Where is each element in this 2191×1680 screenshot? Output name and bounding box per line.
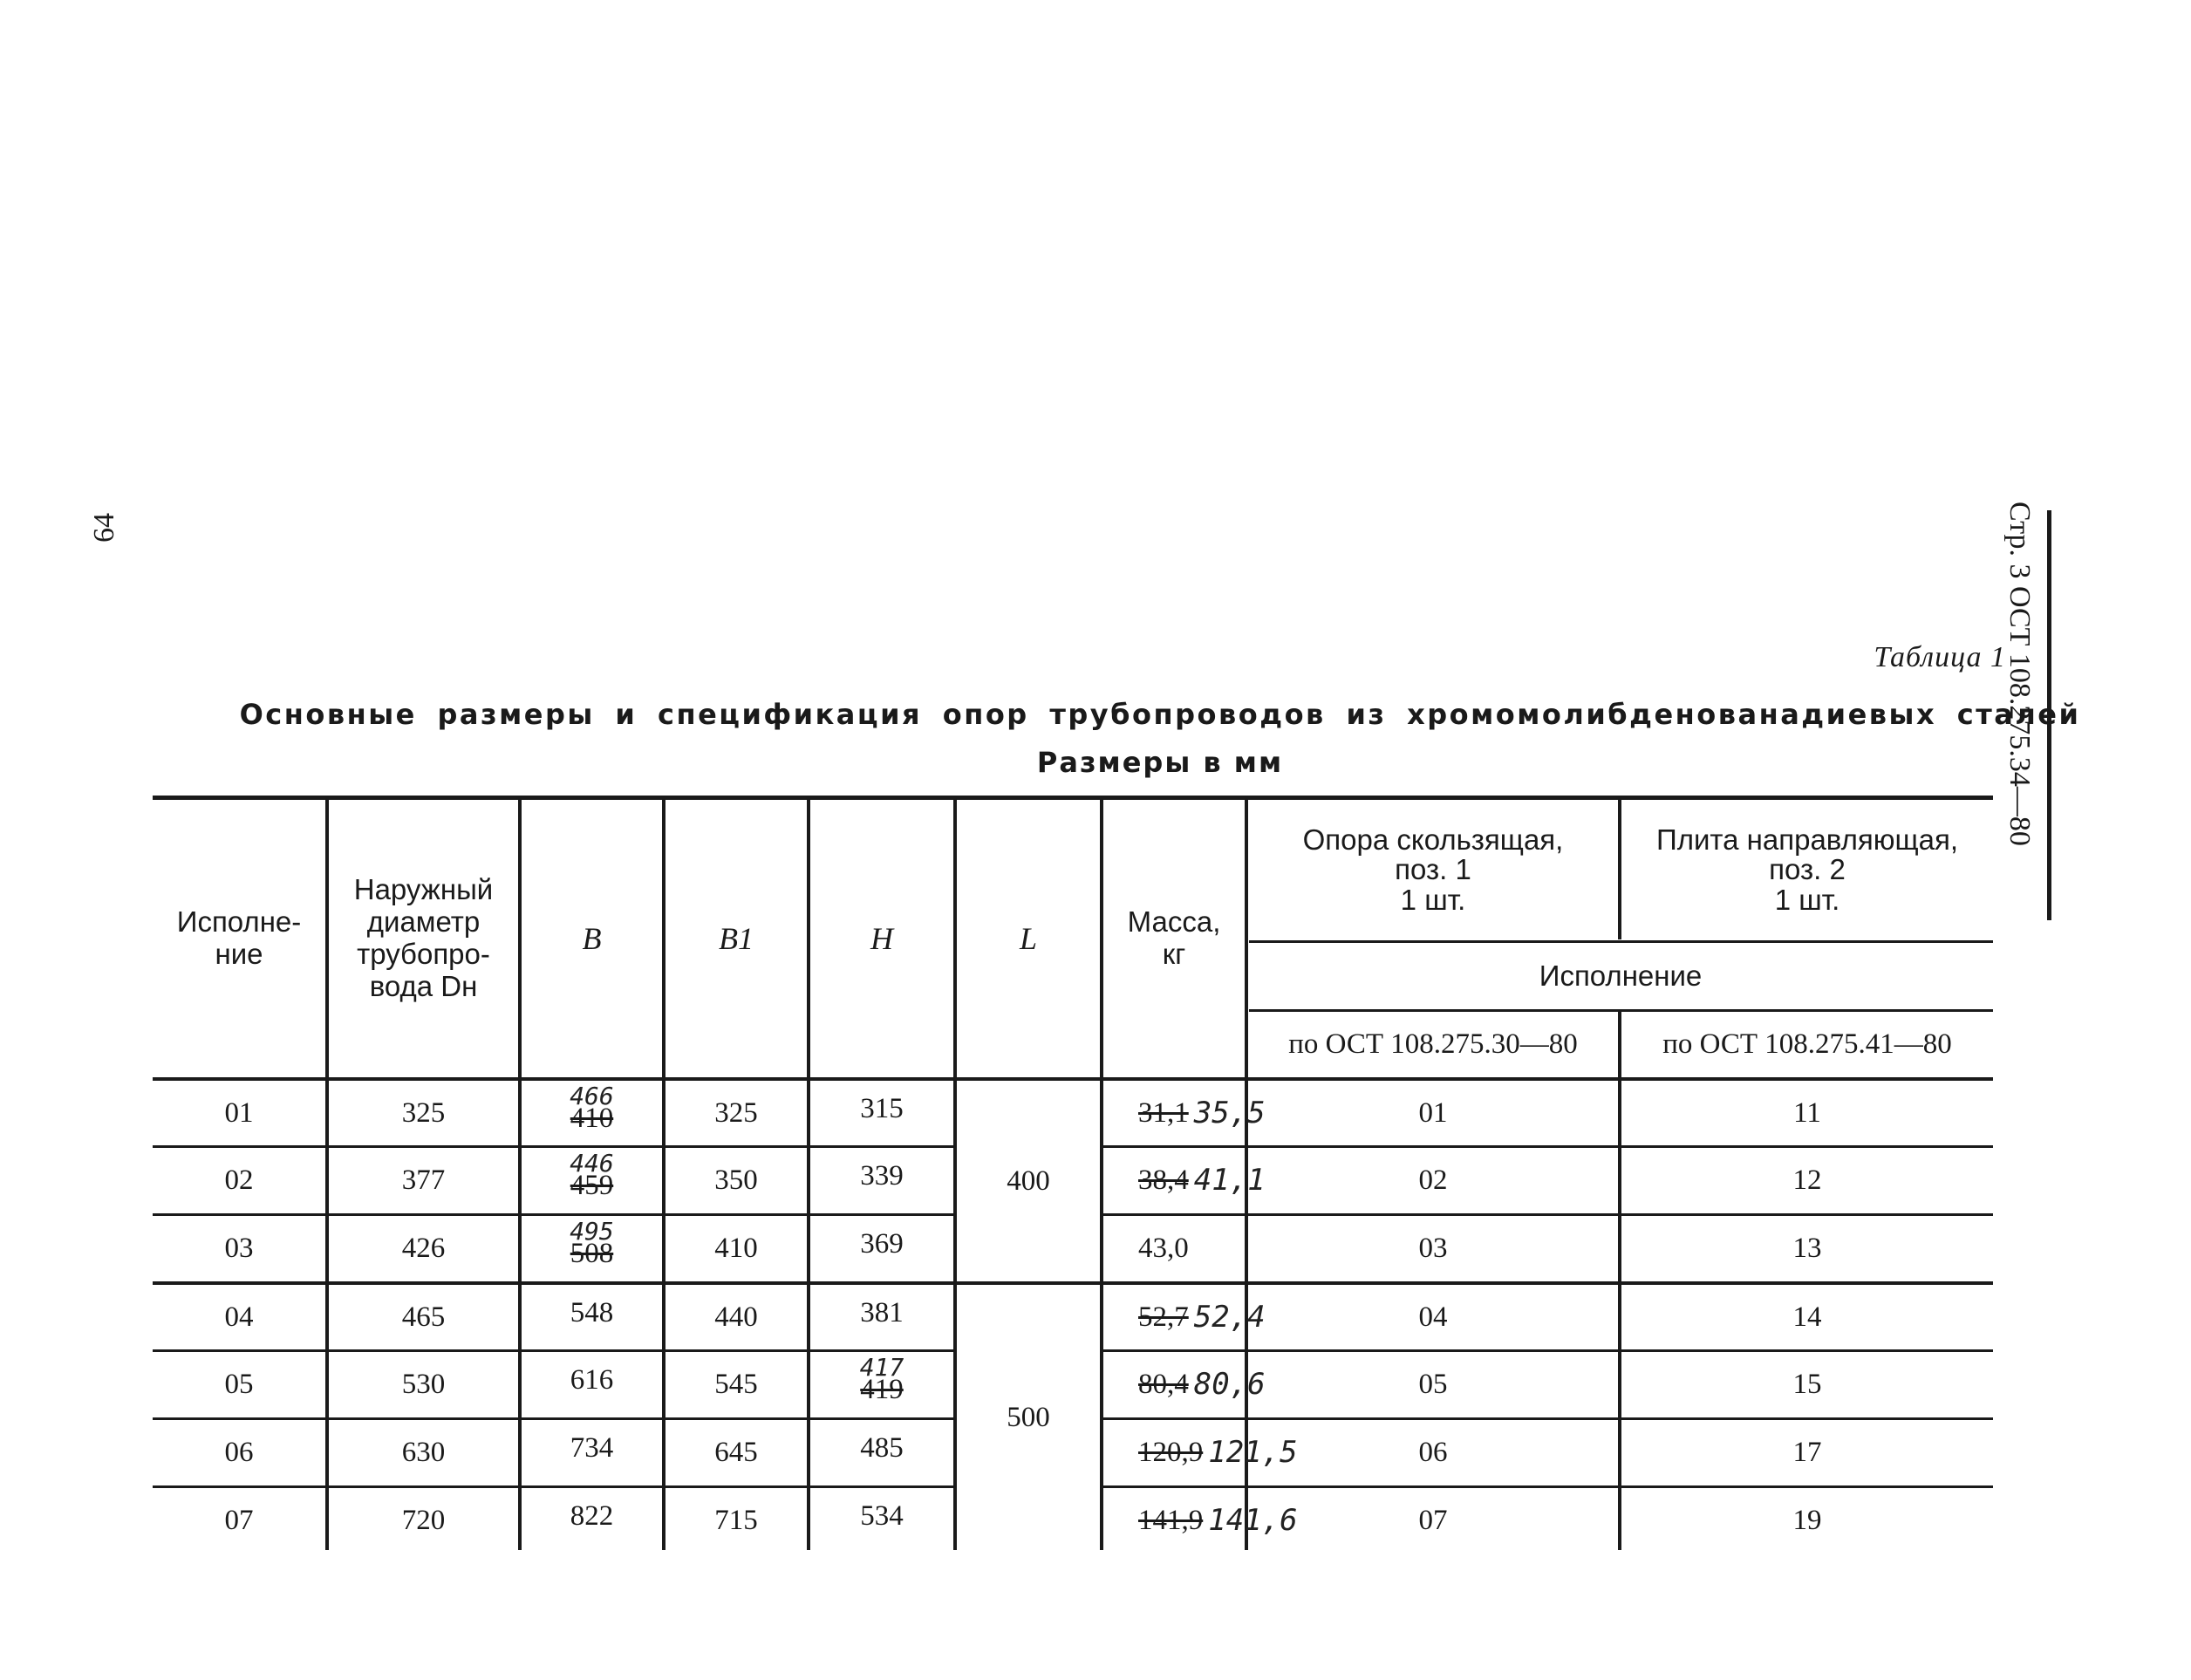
cell-dn: 325 (401, 1096, 446, 1129)
cell-opora: 06 (1418, 1436, 1448, 1468)
struck-value-b: 410 (570, 1103, 614, 1135)
table-title: Основные размеры и спецификация опор трубопроводов из хромомолибденованадиевых сталей (239, 698, 2081, 731)
struck-value-b: 459 (570, 1170, 614, 1202)
cell-massa (1103, 1352, 1266, 1417)
cell-massa (1103, 1420, 1298, 1485)
value-h: 534 (860, 1499, 904, 1532)
value-b: 822 (570, 1499, 614, 1532)
struck-value-h: 419 (860, 1374, 904, 1406)
side-reference: Стр. 3 ОСТ 108.275.34—80 (2003, 502, 2036, 846)
struck-value-massa: 120,9 (1138, 1436, 1204, 1468)
cell-plita: 17 (1792, 1436, 1822, 1468)
header-H: H (870, 920, 893, 956)
cell-plita: 12 (1792, 1164, 1822, 1196)
cell-h (810, 1207, 953, 1280)
cell-b1: 325 (714, 1096, 758, 1129)
cell-opora: 03 (1418, 1232, 1448, 1264)
header-ispolnenie: Исполне- ние (176, 905, 302, 970)
cell-dn: 720 (401, 1504, 446, 1536)
cell-b (522, 1343, 662, 1417)
cell-dn: 465 (401, 1301, 446, 1333)
cell-b1: 545 (714, 1368, 758, 1400)
cell-opora: 04 (1418, 1301, 1448, 1333)
handwritten-correction-massa: 35,5 (1193, 1095, 1266, 1130)
cell-b1: 410 (714, 1232, 758, 1264)
value-h: 381 (860, 1296, 904, 1328)
cell-b (522, 1072, 662, 1145)
cell-h (810, 1343, 953, 1417)
cell-opora: 01 (1418, 1096, 1448, 1129)
cell-massa (1103, 1216, 1262, 1280)
header-diameter-text: Наружный диаметр трубопро- вода Dн (353, 873, 494, 1002)
value-h: 369 (860, 1227, 904, 1260)
handwritten-correction-massa: 80,6 (1193, 1366, 1266, 1402)
handwritten-correction-massa: 41,1 (1193, 1162, 1266, 1198)
L-group-500: 500 (1007, 1401, 1050, 1433)
cell-b1: 715 (714, 1504, 758, 1536)
cell-plita: 11 (1793, 1096, 1821, 1129)
cell-b1: 645 (714, 1436, 758, 1468)
cell-massa (1103, 1148, 1266, 1212)
cell-opora: 02 (1418, 1164, 1448, 1196)
cell-isp: 05 (224, 1368, 254, 1400)
cell-massa (1103, 1081, 1266, 1145)
value-h: 485 (860, 1431, 904, 1464)
value-b: 616 (570, 1363, 614, 1396)
header-plita: Плита направляющая, поз. 2 1 шт. (1655, 823, 1959, 916)
value-b: 548 (570, 1296, 614, 1328)
value-h: 339 (860, 1159, 904, 1192)
header-diameter (329, 800, 518, 1077)
cell-dn: 530 (401, 1368, 446, 1400)
cell-dn: 377 (401, 1164, 446, 1196)
value-massa: 43,0 (1138, 1232, 1189, 1264)
header-opora: Опора скользящая, поз. 1 1 шт. (1302, 823, 1564, 916)
cell-dn: 630 (401, 1436, 446, 1468)
struck-value-massa: 31,1 (1138, 1096, 1189, 1129)
cell-h (810, 1139, 953, 1212)
cell-isp: 03 (224, 1232, 254, 1264)
cell-dn: 426 (401, 1232, 446, 1264)
header-ispolnenie-sub: Исполнение (1539, 959, 1703, 992)
table-subtitle: Размеры в мм (1036, 746, 1284, 779)
cell-b (522, 1479, 662, 1553)
struck-value-massa: 38,4 (1138, 1164, 1189, 1196)
header-massa: Масса, кг (1127, 905, 1221, 970)
header-B: B (582, 920, 602, 956)
handwritten-correction-massa: 141,6 (1208, 1502, 1298, 1538)
struck-value-massa: 80,4 (1138, 1368, 1189, 1400)
handwritten-correction-massa: 121,5 (1208, 1434, 1298, 1470)
cell-h (810, 1072, 953, 1145)
cell-h (810, 1411, 953, 1485)
struck-value-massa: 141,9 (1138, 1504, 1204, 1536)
header-B1: B1 (719, 920, 754, 956)
cell-isp: 04 (224, 1301, 254, 1333)
struck-value-b: 508 (570, 1238, 614, 1270)
cell-opora: 07 (1418, 1504, 1448, 1536)
cell-plita: 14 (1792, 1301, 1822, 1333)
cell-massa (1103, 1488, 1298, 1553)
struck-value-massa: 52,7 (1138, 1301, 1189, 1333)
handwritten-correction-b: 466 (570, 1081, 614, 1110)
cell-isp: 01 (224, 1096, 254, 1129)
cell-h (810, 1479, 953, 1553)
cell-massa (1103, 1285, 1266, 1349)
handwritten-correction-b: 446 (570, 1148, 614, 1178)
cell-b (522, 1139, 662, 1212)
cell-b (522, 1207, 662, 1280)
cell-opora: 05 (1418, 1368, 1448, 1400)
cell-h (810, 1276, 953, 1349)
page-number: 64 (88, 513, 120, 543)
table-label: Таблица 1 (1874, 641, 2006, 673)
value-b: 734 (570, 1431, 614, 1464)
handwritten-correction-massa: 52,4 (1193, 1299, 1266, 1335)
header-L: L (1019, 920, 1038, 956)
L-group-400: 400 (1007, 1164, 1050, 1197)
cell-isp: 06 (224, 1436, 254, 1468)
cell-b (522, 1276, 662, 1349)
cell-isp: 02 (224, 1164, 254, 1196)
cell-plita: 19 (1792, 1504, 1822, 1536)
value-h: 315 (860, 1092, 904, 1124)
cell-b1: 350 (714, 1164, 758, 1196)
cell-b1: 440 (714, 1301, 758, 1333)
cell-plita: 13 (1792, 1232, 1822, 1264)
cell-b (522, 1411, 662, 1485)
cell-plita: 15 (1792, 1368, 1822, 1400)
handwritten-correction-b: 495 (570, 1216, 614, 1246)
cell-isp: 07 (224, 1504, 254, 1536)
header-ost-plita: по ОСТ 108.275.41—80 (1662, 1028, 1952, 1061)
header-ost-opora: по ОСТ 108.275.30—80 (1288, 1028, 1578, 1061)
handwritten-correction-h: 417 (859, 1352, 904, 1382)
